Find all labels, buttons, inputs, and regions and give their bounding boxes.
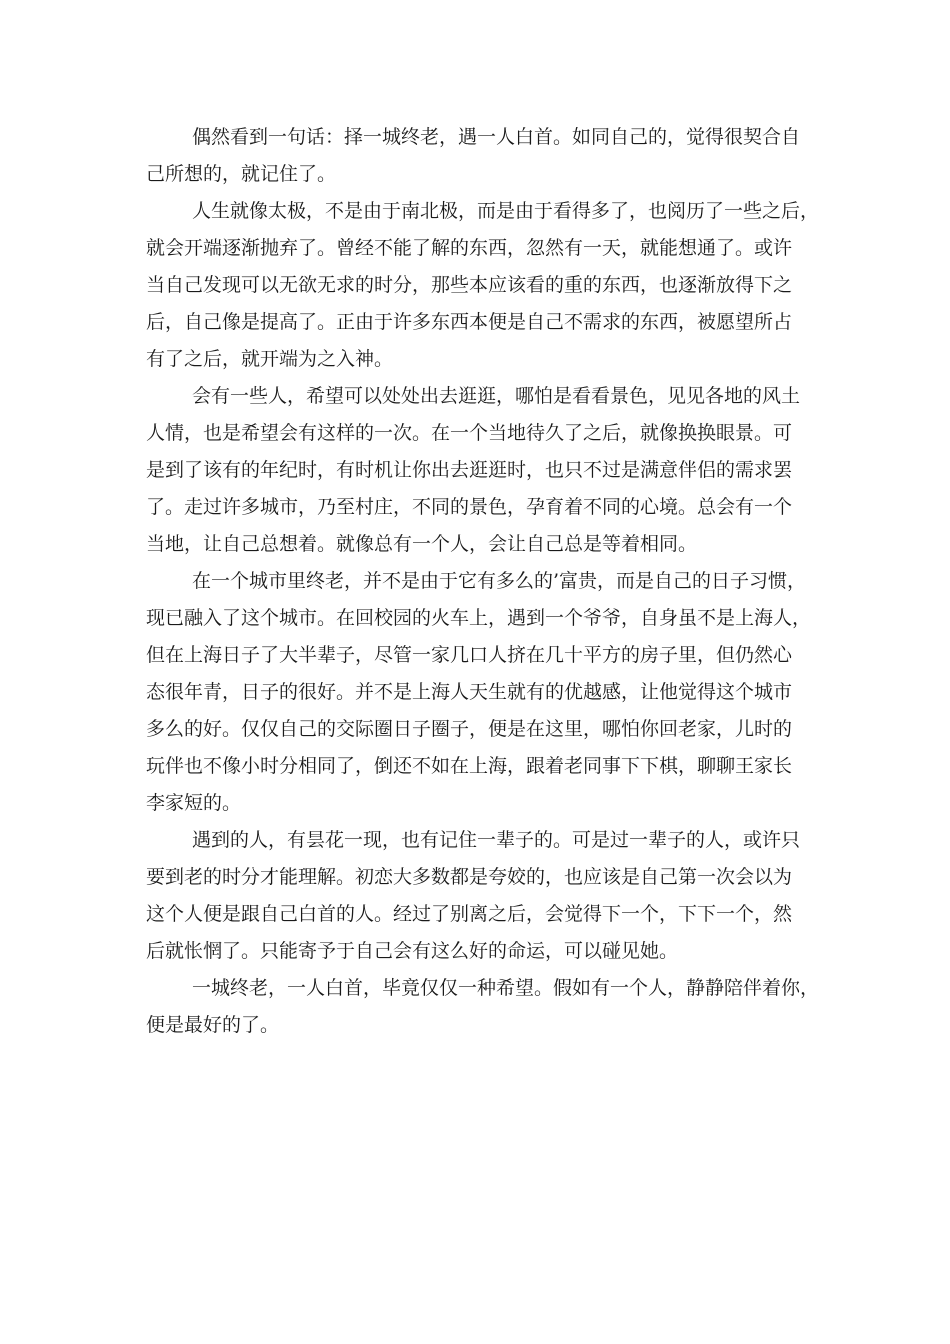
paragraph-line: 多么的好。仅仅自己的交际圈日子圈子，便是在这里，哪怕你回老家，儿时的 [146,718,793,740]
paragraph-line: 玩伴也不像小时分相同了，倒还不如在上海，跟着老同事下下棋，聊聊王家长 [146,755,793,777]
paragraph-line: 会有一些人，希望可以处处出去逛逛，哪怕是看看景色，见见各地的风土 [192,385,801,407]
paragraph-line: 在一个城市里终老，并不是由于它有多么的’富贵，而是自己的日子习惯， [192,570,807,592]
paragraph-line: 了。走过许多城市，乃至村庄，不同的景色，孕育着不同的心境。总会有一个 [146,496,793,518]
paragraph-6 [146,970,820,1044]
paragraph-line: 人情，也是希望会有这样的一次。在一个当地待久了之后，就像换换眼景。可 [146,422,793,444]
paragraph-line: 便是最好的了。 [146,1014,280,1036]
paragraph-line: 有了之后，就开端为之入神。 [146,348,394,370]
document-body [146,119,820,1044]
paragraph-line: 一城终老，一人白首，毕竟仅仅一种希望。假如有一个人，静静陪伴着你， [192,977,820,999]
paragraph-line: 当自己发现可以无欲无求的时分，那些本应该看的重的东西，也逐渐放得下之 [146,274,793,296]
paragraph-line: 后就怅惘了。只能寄予于自己会有这么好的命运，可以碰见她。 [146,940,679,962]
paragraph-line: 偶然看到一句话：择一城终老，遇一人白首。如同自己的，觉得很契合自 [192,126,801,148]
paragraph-line: 这个人便是跟自己白首的人。经过了别离之后，会觉得下一个，下下一个，然 [146,903,793,925]
paragraph-3 [146,378,808,563]
paragraph-line: 是到了该有的年纪时，有时机让你出去逛逛时，也只不过是满意伴侣的需求罢 [146,459,793,481]
paragraph-line: 后，自己像是提高了。正由于许多东西本便是自己不需求的东西，被愿望所占 [146,311,793,333]
paragraph-line: 遇到的人，有昙花一现，也有记住一辈子的。可是过一辈子的人，或许只 [192,829,801,851]
paragraph-line: 当地，让自己总想着。就像总有一个人，会让自己总是等着相同。 [146,533,698,555]
paragraph-line: 态很年青，日子的很好。并不是上海人天生就有的优越感，让他觉得这个城市 [146,681,793,703]
paragraph-line: 人生就像太极，不是由于南北极，而是由于看得多了，也阅历了一些之后， [192,200,820,222]
paragraph-line: 要到老的时分才能理解。初恋大多数都是夸姣的，也应该是自己第一次会以为 [146,866,793,888]
paragraph-line: 但在上海日子了大半辈子，尽管一家几口人挤在几十平方的房子里，但仍然心 [146,644,793,666]
paragraph-2 [146,193,820,378]
paragraph-line: 己所想的，就记住了。 [146,163,337,185]
paragraph-4 [146,563,812,822]
paragraph-line: 就会开端逐渐抛弃了。曾经不能了解的东西，忽然有一天，就能想通了。或许 [146,237,793,259]
paragraph-5 [146,822,808,970]
paragraph-line: 李家短的。 [146,792,242,814]
paragraph-1 [146,119,808,193]
paragraph-line: 现已融入了这个城市。在回校园的火车上，遇到一个爷爷，自身虽不是上海人， [146,607,812,629]
